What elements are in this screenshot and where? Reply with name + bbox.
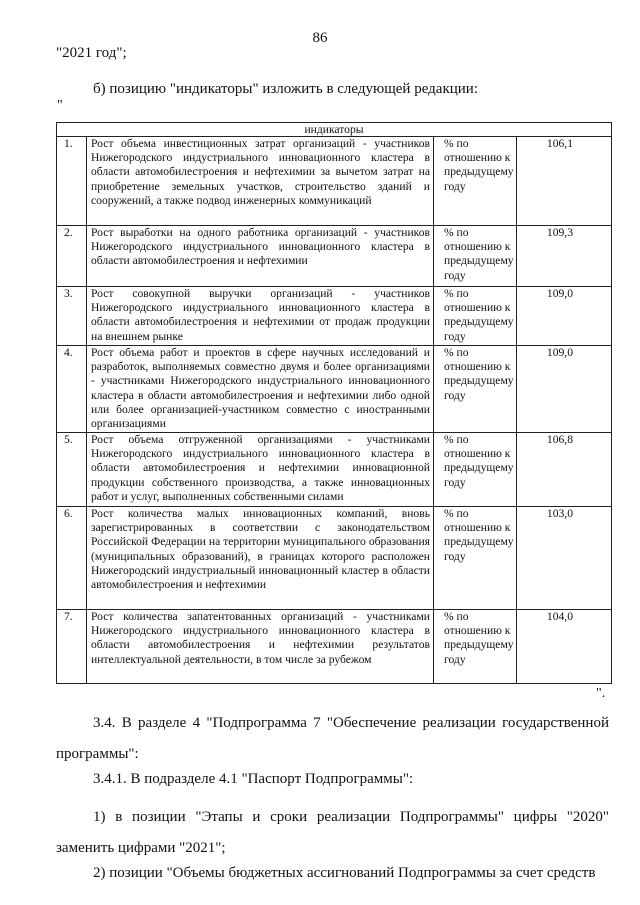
table-row <box>57 507 612 610</box>
row-number: 6. <box>57 507 87 610</box>
row-indicator-text: Рост объема отгруженной организациями - участниками Нижегородского индустриального инновационного кластера в области автомобилестроения и нефтехимии инновационной продукции собственного производства, а также инновационных работ и услуг, выполненных собственными силами <box>87 433 434 507</box>
row-unit: % по отношению к предыдущему году <box>434 610 517 684</box>
opening-quote: " <box>57 98 63 113</box>
row-value: 109,0 <box>517 346 612 433</box>
row-unit: % по отношению к предыдущему году <box>434 287 517 346</box>
row-value: 104,0 <box>517 610 612 684</box>
table-row <box>57 137 612 226</box>
row-value: 106,1 <box>517 137 612 226</box>
row-indicator-text: Рост выработки на одного работника организаций - участников Нижегородского индустриального инновационного кластера в области автомобилестроения и нефтехимии <box>87 226 434 287</box>
row-number: 5. <box>57 433 87 507</box>
row-unit: % по отношению к предыдущему году <box>434 226 517 287</box>
row-indicator-text: Рост количества малых инновационных компаний, вновь зарегистрированных в соответствии с законодательством Российской Федерации на территории муниципального образования (муниципальных образований), в границах которого расположен Нижегородский индустриальный инновационный кластер в области автомобилестроения и нефтехимии <box>87 507 434 610</box>
row-unit: % по отношению к предыдущему году <box>434 507 517 610</box>
row-number: 1. <box>57 137 87 226</box>
row-unit: % по отношению к предыдущему году <box>434 433 517 507</box>
row-value: 109,3 <box>517 226 612 287</box>
row-number: 4. <box>57 346 87 433</box>
text-line-instruction: б) позицию "индикаторы" изложить в следующей редакции: <box>93 81 478 97</box>
table-row <box>57 226 612 287</box>
paragraph-item-1: 1) в позиции "Этапы и сроки реализации Подпрограммы" цифры "2020" заменить цифрами "2021"; <box>56 809 609 856</box>
paragraph-section-3-4-1: 3.4.1. В подразделе 4.1 "Паспорт Подпрограммы": <box>93 771 414 787</box>
row-value: 103,0 <box>517 507 612 610</box>
page-number: 86 <box>312 30 328 46</box>
table-row <box>57 433 612 507</box>
closing-quote: ". <box>596 686 606 701</box>
table-row <box>57 287 612 346</box>
paragraph-item-2: 2) позиции "Объемы бюджетных ассигнований Подпрограммы за счет средств <box>93 865 596 881</box>
row-value: 109,0 <box>517 287 612 346</box>
row-number: 7. <box>57 610 87 684</box>
indicators-table <box>56 122 612 684</box>
row-indicator-text: Рост объема инвестиционных затрат организаций - участников Нижегородского индустриального инновационного кластера в области автомобилестроения и нефтехимии за вычетом затрат на приобретение земельных участков, строительство зданий и сооружений, а также подвод инженерных коммуникаций <box>87 137 434 226</box>
row-unit: % по отношению к предыдущему году <box>434 346 517 433</box>
row-indicator-text: Рост количества запатентованных организаций - участниками Нижегородского индустриального инновационного кластера в области автомобилестроения и нефтехимии результатов интеллектуальной деятельности, в том числе за рубежом <box>87 610 434 684</box>
paragraph-section-3-4: 3.4. В разделе 4 "Подпрограмма 7 "Обеспечение реализации государственной программы": <box>56 715 609 762</box>
text-line-year: "2021 год"; <box>56 45 127 61</box>
row-number: 3. <box>57 287 87 346</box>
table-row <box>57 346 612 433</box>
row-indicator-text: Рост объема работ и проектов в сфере научных исследований и разработок, выполняемых совместно двумя и более организациями - участниками Нижегородского индустриального инновационного кластера в области автомобилестроения и нефтехимии либо одной или более организацией-участником совместно с иностранными организациями <box>87 346 434 433</box>
table-header: индикаторы <box>57 123 612 137</box>
row-unit: % по отношению к предыдущему году <box>434 137 517 226</box>
row-number: 2. <box>57 226 87 287</box>
table-row <box>57 610 612 684</box>
row-indicator-text: Рост совокупной выручки организаций - участников Нижегородского индустриального инновационного кластера в области автомобилестроения и нефтехимии от продаж продукции на внешнем рынке <box>87 287 434 346</box>
row-value: 106,8 <box>517 433 612 507</box>
table-header-row <box>57 123 612 137</box>
